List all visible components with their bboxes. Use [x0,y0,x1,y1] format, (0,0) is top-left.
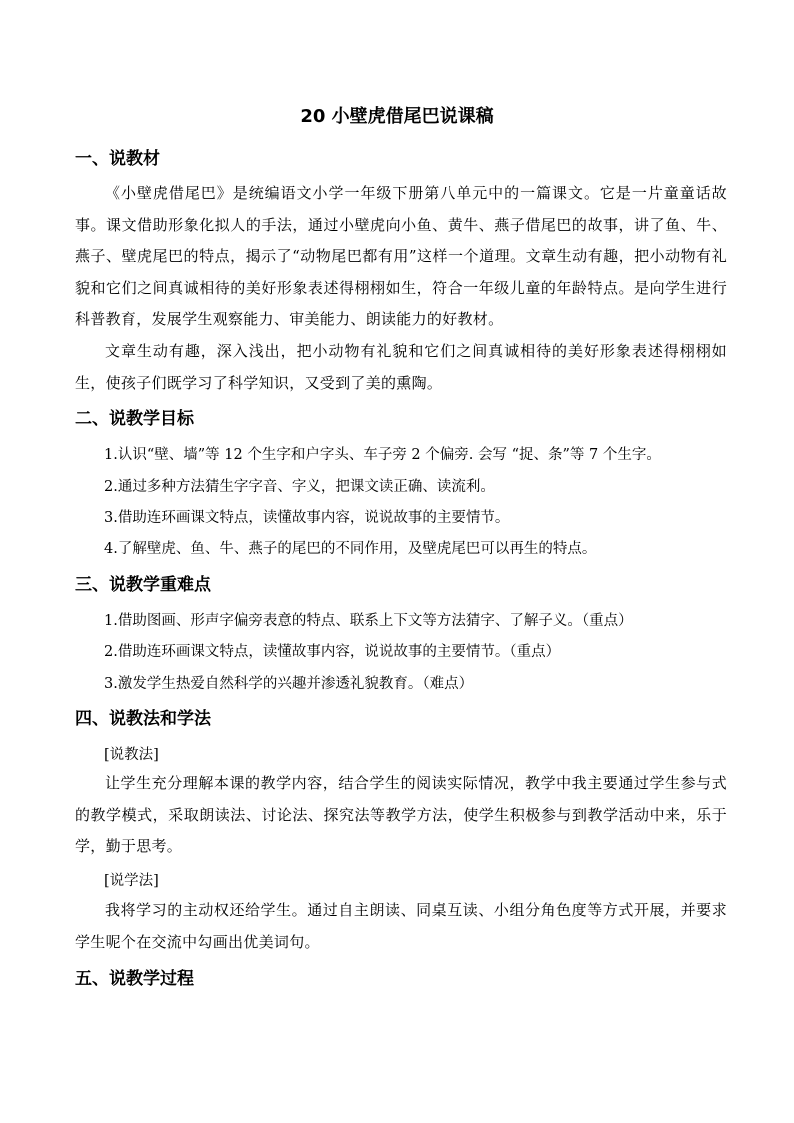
learning-method-paragraph: 我将学习的主动权还给学生。通过自主朗读、同桌互读、小组分角色度等方式开展，并要求学生呢个在交流中勾画出优美词句。 [75,901,727,951]
goal-item: 1.认识“壁、墙”等 12 个生字和户字头、车子旁 2 个偏旁. 会写 “捉、条”等 7 个生字。 [104,447,661,463]
section-heading-key-points: 三、说教学重难点 [75,575,211,595]
teaching-method-paragraph: 让学生充分理解本课的教学内容，结合学生的阅读实际情况，教学中我主要通过学生参与式的教学模式，采取朗读法、讨论法、探究法等教学方法，使学生积极参与到教学活动中来，乐于学，勤于思考。 [75,774,727,855]
section-heading-process: 五、说教学过程 [75,969,194,989]
section-heading-methods: 四、说教法和学法 [75,709,211,729]
teaching-method-label: [说教法] [104,747,159,763]
goal-item: 3.借助连环画课文特点，读懂故事内容，说说故事的主要情节。 [104,510,510,526]
textbook-paragraph-1: 《小壁虎借尾巴》是统编语文小学一年级下册第八单元中的一篇课文。它是一片童童话故事。课文借助形象化拟人的手法，通过小壁虎向小鱼、黄牛、燕子借尾巴的故事，讲了鱼、牛、燕子、壁虎尾巴的特点，揭示了“动物尾巴都有用”这样一个道理。文章生动有趣，把小动物有礼貌和它们之间真诚相待的美好形象表述得栩栩如生，符合一年级儿童的年龄特点。是向学生进行科普教育，发展学生观察能力、审美能力、朗读能力的好教材。 [75,184,727,328]
section-heading-textbook: 一、说教材 [75,149,160,169]
key-point-item: 2.借助连环画课文特点，读懂故事内容，说说故事的主要情节。（重点） [104,644,561,660]
section-heading-goals: 二、说教学目标 [75,409,194,429]
goal-item: 4.了解壁虎、鱼、牛、燕子的尾巴的不同作用，及壁虎尾巴可以再生的特点。 [104,541,597,557]
learning-method-label: [说学法] [104,873,159,889]
textbook-paragraph-2: 文章生动有趣，深入浅出，把小动物有礼貌和它们之间真诚相待的美好形象表述得栩栩如生，使孩子们既学习了科学知识，又受到了美的熏陶。 [75,342,727,392]
page-title: 20 小壁虎借尾巴说课稿 [300,106,494,127]
key-point-item: 3.激发学生热爱自然科学的兴趣并渗透礼貌教育。（难点） [104,676,474,692]
key-point-item: 1.借助图画、形声字偏旁表意的特点、联系上下文等方法猜字、了解子义。（重点） [104,613,633,629]
goal-item: 2.通过多种方法猜生字字音、字义，把课文读正确、读流利。 [104,479,495,495]
